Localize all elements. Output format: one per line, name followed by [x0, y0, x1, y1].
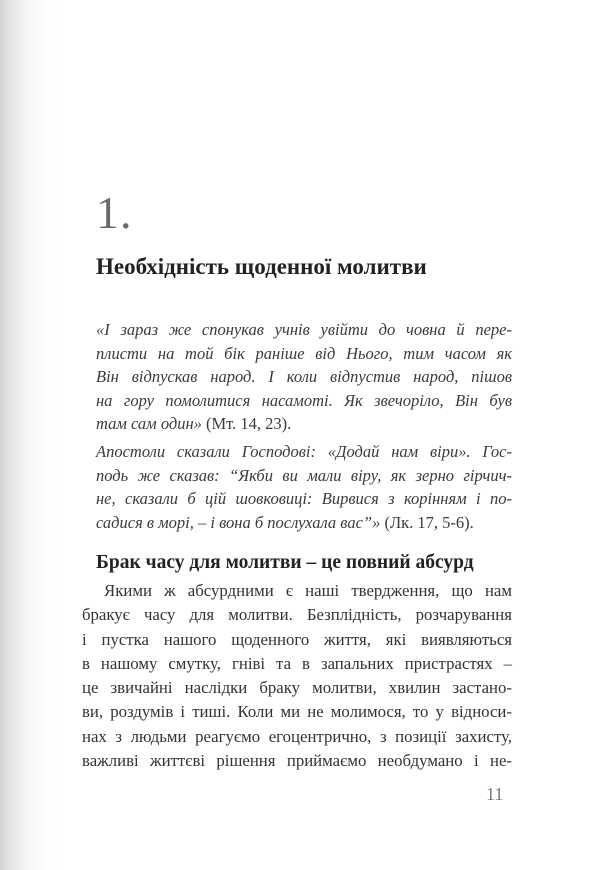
- body-line: і пустка нашого щоденного життя, які виявляються: [82, 629, 512, 649]
- body-line: в нашому смутку, гніві та в запальних пристрастях –: [82, 653, 512, 673]
- quote-text: там сам один»: [96, 414, 202, 433]
- quote-line: [96, 511, 512, 535]
- body-line: бракує часу для молитви. Безплідність, розчарування: [82, 605, 512, 625]
- scripture-reference: (Мт. 14, 23).: [201, 414, 292, 433]
- quote-line: на гору помолитися насамоті. Як звечоріло, Він був: [96, 390, 512, 410]
- body-line: Якими ж абсурдними є наші твердження, що нам: [104, 581, 512, 600]
- quote-line: «І зараз же спонукав учнів увійти до човна й пере-: [96, 320, 512, 339]
- quote-text: садися в морі, – і вона б послухала вас”»: [96, 512, 381, 532]
- epigraph-quote-1: [96, 318, 512, 436]
- section-heading: Брак часу для молитви – це повний абсурд: [96, 552, 474, 573]
- quote-line: плисти на той бік раніше від Нього, тим часом як: [96, 343, 512, 363]
- quote-line: Він відпускав народ. І коли відпустив народ, пішов: [96, 367, 512, 386]
- body-line: важливі життєві рішення приймаємо необдумано і не-: [82, 751, 512, 771]
- body-line: нах з людьми реагуємо егоцентрично, з позиції захисту,: [82, 726, 512, 746]
- page-number: 11: [486, 784, 504, 804]
- body-paragraph: [82, 579, 512, 773]
- quote-line: не, сказали б цій шовковиці: Вирвися з корінням і по-: [96, 489, 512, 508]
- epigraph-quote-2: [96, 440, 512, 534]
- quote-line: Апостоли сказали Господові: «Додай нам віри». Гос-: [96, 442, 512, 461]
- chapter-title: Необхідність щоденної молитви: [96, 254, 427, 279]
- scripture-reference: (Лк. 17, 5-6).: [380, 512, 474, 532]
- quote-line: [96, 412, 512, 436]
- quote-line: подь же сказав: “Якби ви мали віру, як зерно гірчич-: [96, 465, 512, 485]
- chapter-number: 1.: [96, 187, 133, 238]
- body-line: це звичайні наслідки браку молитви, хвилин застано-: [82, 678, 512, 698]
- body-line: ви, роздумів і тиші. Коли ми не молимося, то у відноси-: [82, 702, 512, 722]
